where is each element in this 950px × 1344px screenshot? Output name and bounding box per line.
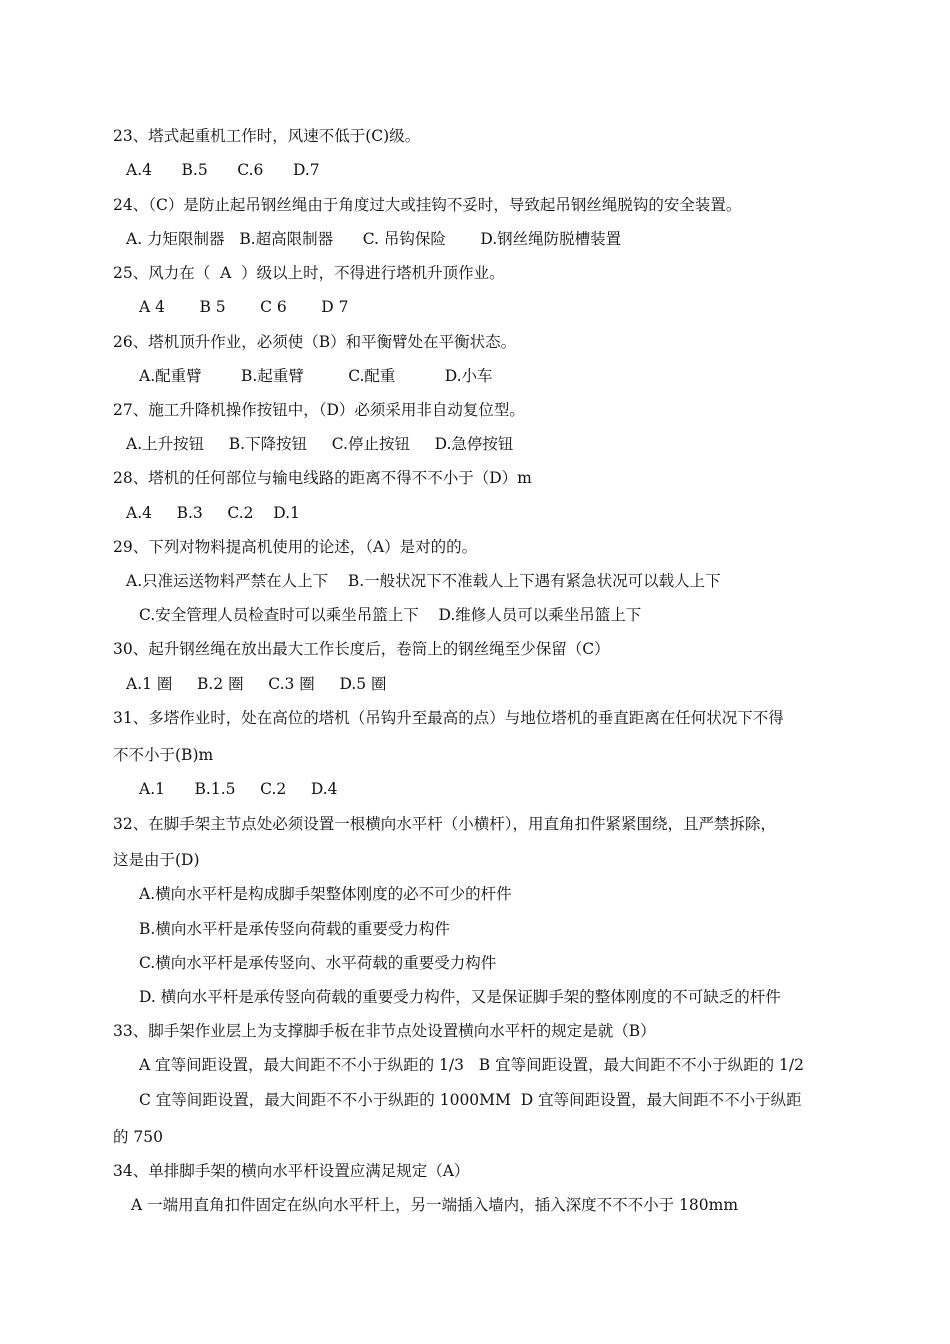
question-32-option-c: C.横向水平杆是承传竖向、水平荷载的重要受力构件	[139, 954, 497, 972]
question-27: 27、施工升降机操作按钮中，（D）必须采用非自动复位型。	[113, 401, 525, 419]
question-30-options: A.1 圈 B.2 圈 C.3 圈 D.5 圈	[126, 675, 387, 693]
question-28: 28、塔机的任何部位与输电线路的距离不得不不小于（D）m	[113, 469, 532, 487]
question-34-option-a: A 一端用直角扣件固定在纵向水平杆上，另一端插入墙内，插入深度不不不小于 180mm	[131, 1196, 739, 1214]
question-25-options: A 4 B 5 C 6 D 7	[139, 298, 349, 316]
question-32-option-b: B.横向水平杆是承传竖向荷载的重要受力构件	[139, 920, 450, 938]
question-26-options: A.配重臂 B.起重臂 C.配重 D.小车	[139, 367, 493, 385]
question-33-options-cd: C 宜等间距设置，最大间距不不小于纵距的 1000MM D 宜等间距设置，最大间距不不小于纵距	[139, 1091, 802, 1109]
question-31-options: A.1 B.1.5 C.2 D.4	[139, 780, 338, 798]
question-29-options-ab: A.只准运送物料严禁在人上下 B.一般状况下不准载人上下遇有紧急状况可以载人上下	[126, 572, 721, 590]
question-23-options: A.4 B.5 C.6 D.7	[126, 161, 320, 179]
question-23: 23、塔式起重机工作时，风速不低于(C)级。	[113, 127, 421, 145]
question-29: 29、下列对物料提高机使用的论述，（A）是对的的。	[113, 538, 478, 556]
question-26: 26、塔机顶升作业，必须使（B）和平衡臂处在平衡状态。	[113, 333, 517, 351]
question-25: 25、风力在（ A ）级以上时，不得进行塔机升顶作业。	[113, 264, 505, 282]
question-24-options: A. 力矩限制器 B.超高限制器 C. 吊钩保险 D.钢丝绳防脱槽装置	[126, 230, 622, 248]
question-33-continued: 的 750	[113, 1128, 164, 1146]
question-32-continued: 这是由于(D)	[113, 851, 200, 869]
question-24: 24、（C）是防止起吊钢丝绳由于角度过大或挂钩不妥时，导致起吊钢丝绳脱钩的安全装置。	[113, 196, 742, 214]
question-29-options-cd: C.安全管理人员检查时可以乘坐吊篮上下 D.维修人员可以乘坐吊篮上下	[139, 606, 642, 624]
question-28-options: A.4 B.3 C.2 D.1	[126, 504, 300, 522]
question-31: 31、多塔作业时，处在高位的塔机（吊钩升至最高的点）与地位塔机的垂直距离在任何状况下不得	[113, 709, 784, 727]
question-32-option-d: D. 横向水平杆是承传竖向荷载的重要受力构件，又是保证脚手架的整体刚度的不可缺乏的杆件	[139, 988, 781, 1006]
question-33-options-ab: A 宜等间距设置，最大间距不不小于纵距的 1/3 B 宜等间距设置，最大间距不不小于纵距的 1/2	[139, 1056, 804, 1074]
question-32: 32、在脚手架主节点处必须设置一根横向水平杆（小横杆），用直角扣件紧紧围绕，且严禁拆除，	[113, 815, 776, 833]
question-27-options: A.上升按钮 B.下降按钮 C.停止按钮 D.急停按钮	[126, 435, 514, 453]
question-33: 33、脚手架作业层上为支撑脚手板在非节点处设置横向水平杆的规定是就（B）	[113, 1022, 656, 1040]
question-30: 30、起升钢丝绳在放出最大工作长度后，卷筒上的钢丝绳至少保留（C）	[113, 640, 610, 658]
question-31-continued: 不不小于(B)m	[113, 746, 214, 764]
question-34: 34、单排脚手架的横向水平杆设置应满足规定（A）	[113, 1162, 470, 1180]
question-32-option-a: A.横向水平杆是构成脚手架整体刚度的必不可少的杆件	[139, 885, 512, 903]
